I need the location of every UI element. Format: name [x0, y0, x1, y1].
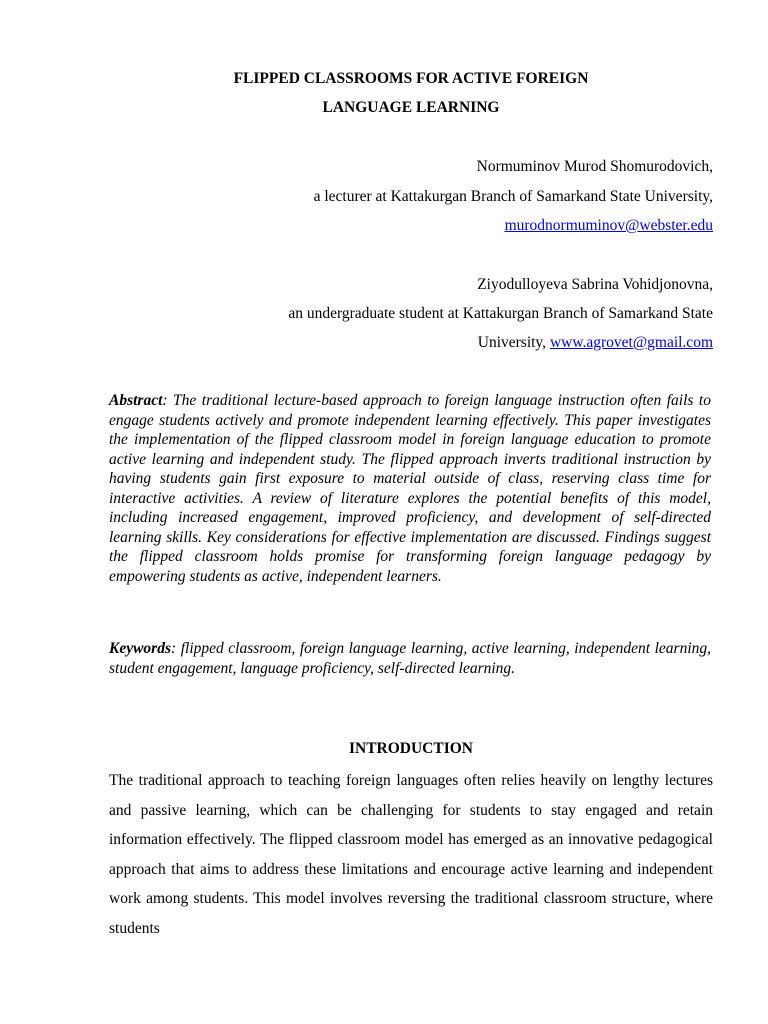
abstract-paragraph: [109, 391, 711, 586]
author2-affiliation-line-2: [478, 334, 713, 352]
author2-affiliation-line-1: an undergraduate student at Kattakurgan Branch of Samarkand State: [288, 305, 713, 322]
section-heading-introduction: INTRODUCTION: [348, 740, 473, 757]
abstract-text: : The traditional lecture-based approach to foreign language instruction often fails to engage students actively and promote independent learning effectively. This paper investigates the implementation of the flipped classroom model in foreign language education to promote active learning and independent study. The flipped approach inverts traditional instruction by having students gain first exposure to material outside of class, reserving class time for interactive activities. A review of literature explores the potential benefits of this model, including increased engagement, improved proficiency, and development of self-directed learning skills. Key considerations for effective implementation are discussed. Findings suggest the flipped classroom holds promise for transforming foreign language pedagogy by empowering students as active, independent learners.: [109, 392, 711, 585]
abstract-label: Abstract: [109, 392, 163, 409]
author1-email-link[interactable]: murodnormuminov@webster.edu: [504, 217, 713, 234]
author1-affiliation: a lecturer at Kattakurgan Branch of Samarkand State University,: [313, 188, 713, 205]
introduction-paragraph: The traditional approach to teaching foreign languages often relies heavily on lengthy lectures and passive learning, which can be challenging for students to stay engaged and retain information effectively. The flipped classroom model has emerged as an innovative pedagogical approach that aims to address these limitations and encourage active learning and independent work among students. This model involves reversing the traditional classroom structure, where students: [109, 772, 713, 937]
author1-name: Normuminov Murod Shomurodovich,: [476, 158, 713, 175]
author1-email-line: [505, 217, 713, 235]
paper-title-line-2: LANGUAGE LEARNING: [322, 99, 500, 116]
keywords-paragraph: [109, 639, 711, 678]
keywords-text: : flipped classroom, foreign language learning, active learning, independent learning, student engagement, language proficiency, self-directed learning.: [109, 640, 711, 677]
keywords-label: Keywords: [109, 640, 171, 657]
author2-email-link[interactable]: www.agrovet@gmail.com: [549, 334, 713, 351]
author2-affiliation-prefix: University,: [477, 334, 550, 351]
paper-title-line-1: FLIPPED CLASSROOMS FOR ACTIVE FOREIGN: [233, 70, 589, 87]
author2-name: Ziyodulloyeva Sabrina Vohidjonovna,: [477, 276, 713, 293]
